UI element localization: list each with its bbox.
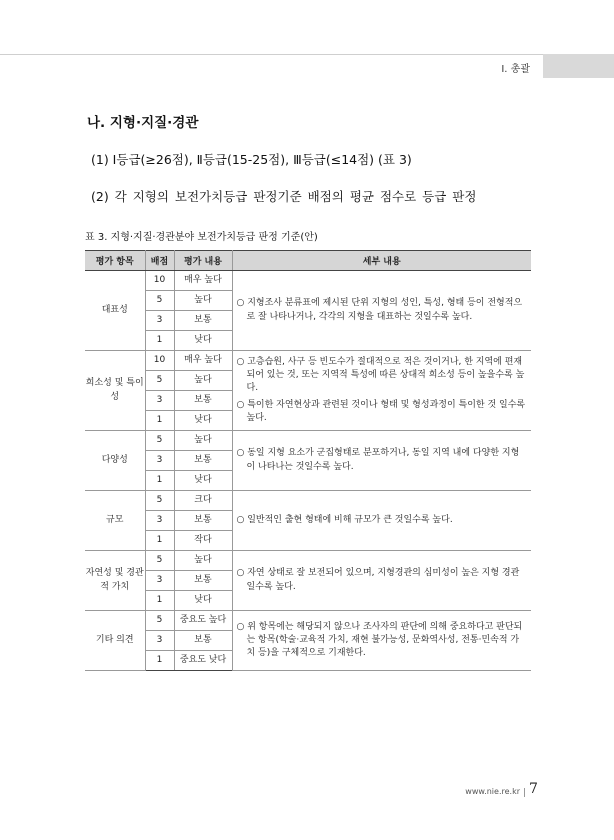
- level-cell: 보통: [174, 631, 232, 651]
- section-title: 나. 지형·지질·경관: [87, 115, 199, 131]
- category-cell: 대표성: [85, 271, 145, 351]
- header-detail: 세부 내용: [232, 251, 531, 271]
- level-cell: 중요도 낮다: [174, 651, 232, 671]
- level-cell: 높다: [174, 431, 232, 451]
- score-cell: 5: [145, 431, 174, 451]
- level-cell: 보통: [174, 571, 232, 591]
- score-cell: 1: [145, 591, 174, 611]
- score-cell: 5: [145, 491, 174, 511]
- table-row: [85, 551, 531, 571]
- level-cell: 보통: [174, 451, 232, 471]
- score-cell: 5: [145, 611, 174, 631]
- score-cell: 3: [145, 631, 174, 651]
- score-cell: 1: [145, 651, 174, 671]
- score-cell: 1: [145, 531, 174, 551]
- score-cell: 10: [145, 351, 174, 371]
- detail-bullet: ○ 자연 상태로 잘 보전되어 있으며, 지형경관의 심미성이 높은 지형 경관일수록 높다.: [236, 568, 520, 592]
- chapter-label: Ⅰ. 총괄: [501, 64, 530, 75]
- score-cell: 3: [145, 451, 174, 471]
- level-cell: 매우 높다: [174, 271, 232, 291]
- level-cell: 중요도 높다: [174, 611, 232, 631]
- table-row: [85, 431, 531, 451]
- detail-bullet: ○ 동일 지형 요소가 군집형태로 분포하거나, 동일 지역 내에 다양한 지형이 나타나는 것일수록 높다.: [236, 448, 520, 472]
- table-row: [85, 491, 531, 511]
- header-level: 평가 내용: [174, 251, 232, 271]
- grade-method-item: (2) 각 지형의 보전가치등급 판정기준 배점의 평균 점수로 등급 판정: [91, 189, 477, 204]
- level-cell: 보통: [174, 391, 232, 411]
- detail-cell: [232, 491, 531, 551]
- level-cell: 작다: [174, 531, 232, 551]
- criteria-table: [85, 250, 531, 671]
- table-header-row: [85, 251, 531, 271]
- score-cell: 3: [145, 391, 174, 411]
- score-cell: 3: [145, 571, 174, 591]
- detail-cell: [232, 611, 531, 671]
- score-cell: 1: [145, 331, 174, 351]
- detail-bullet: ○ 고층습원, 사구 등 빈도수가 절대적으로 적은 것이거나, 한 지역에 편재되어 있는 것, 또는 지역적 특성에 따른 상대적 희소성 등이 높을수록 높다.: [236, 357, 525, 394]
- detail-cell: [232, 271, 531, 351]
- level-cell: 낮다: [174, 331, 232, 351]
- level-cell: 낮다: [174, 591, 232, 611]
- page-number: 7: [529, 781, 538, 797]
- footer-url: www.nie.re.kr: [465, 787, 520, 796]
- table-row: [85, 271, 531, 291]
- score-cell: 10: [145, 271, 174, 291]
- detail-cell: [232, 551, 531, 611]
- level-cell: 낮다: [174, 411, 232, 431]
- detail-bullet: ○ 위 항목에는 해당되지 않으나 조사자의 판단에 의해 중요하다고 판단되는 항목(학술·교육적 가치, 재현 불가능성, 문화역사성, 전통·민속적 가치 등)을 구체적으로 기재한다.: [236, 621, 523, 659]
- table-row: [85, 611, 531, 631]
- level-cell: 낮다: [174, 471, 232, 491]
- header-score: 배점: [145, 251, 174, 271]
- score-cell: 3: [145, 311, 174, 331]
- category-cell: 자연성 및 경관적 가치: [85, 551, 145, 611]
- table-caption: 표 3. 지형·지질·경관분야 보전가치등급 판정 기준(안): [85, 232, 318, 243]
- category-cell: 희소성 및 특이성: [85, 351, 145, 431]
- table-row: [85, 351, 531, 371]
- category-cell: 규모: [85, 491, 145, 551]
- score-cell: 5: [145, 291, 174, 311]
- level-cell: 보통: [174, 511, 232, 531]
- level-cell: 높다: [174, 291, 232, 311]
- detail-cell: [232, 351, 531, 431]
- detail-bullet: ○ 특이한 자연현상과 관련된 것이나 형태 및 형성과정이 특이한 것 일수록 높다.: [236, 399, 526, 423]
- score-cell: 1: [145, 411, 174, 431]
- category-cell: 기타 의견: [85, 611, 145, 671]
- score-cell: 5: [145, 551, 174, 571]
- score-cell: 1: [145, 471, 174, 491]
- grade-criteria-item: (1) Ⅰ등급(≥26점), Ⅱ등급(15-25점), Ⅲ등급(≤14점) (표 3): [91, 152, 412, 167]
- header-category: 평가 항목: [85, 251, 145, 271]
- footer-divider: [524, 788, 525, 797]
- level-cell: 매우 높다: [174, 351, 232, 371]
- level-cell: 크다: [174, 491, 232, 511]
- level-cell: 보통: [174, 311, 232, 331]
- chapter-tab: [543, 54, 614, 78]
- level-cell: 높다: [174, 551, 232, 571]
- level-cell: 높다: [174, 371, 232, 391]
- score-cell: 5: [145, 371, 174, 391]
- score-cell: 3: [145, 511, 174, 531]
- detail-cell: [232, 431, 531, 491]
- detail-bullet: ○ 일반적인 출현 형태에 비해 규모가 큰 것일수록 높다.: [236, 514, 453, 525]
- detail-bullet: ○ 지형조사 분류표에 제시된 단위 지형의 성인, 특성, 형태 등이 전형적으로 잘 나타나거나, 각각의 지형을 대표하는 것일수록 높다.: [236, 298, 523, 322]
- category-cell: 다양성: [85, 431, 145, 491]
